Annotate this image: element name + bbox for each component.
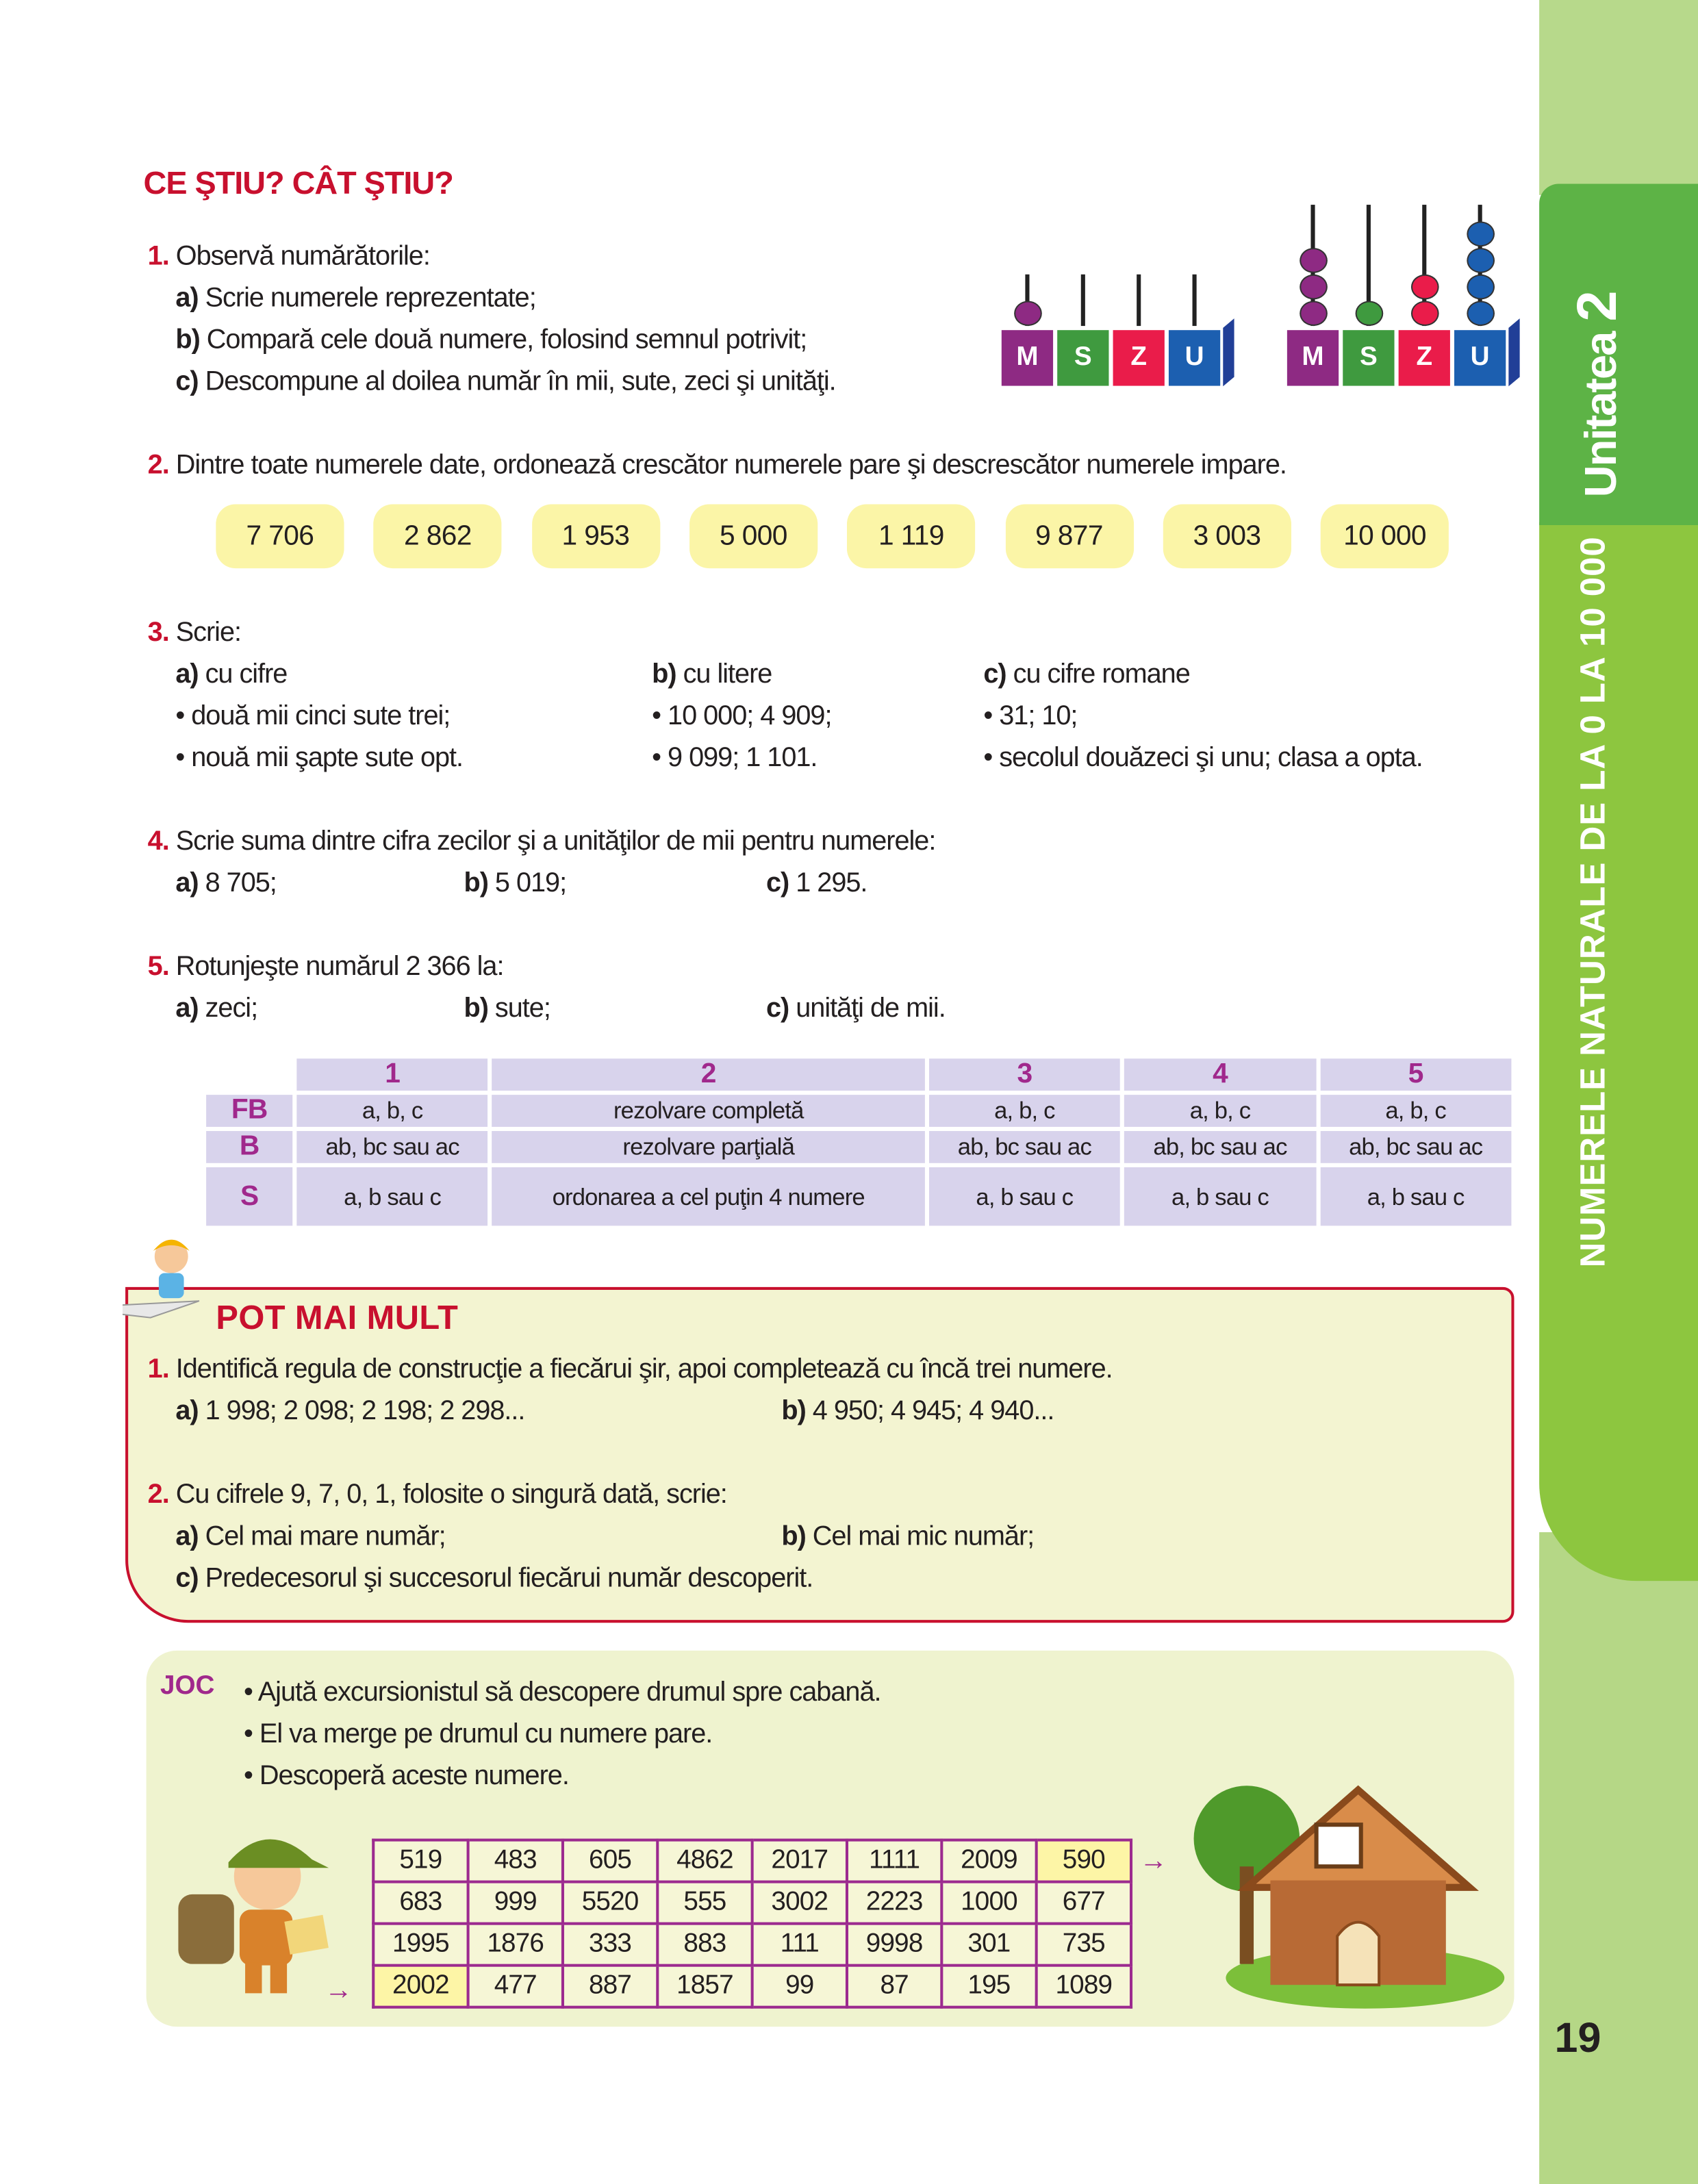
grading-cell: a, b sau c [296, 1167, 488, 1226]
grid-cell[interactable]: 1000 [941, 1882, 1036, 1924]
abacus-1 [999, 198, 1230, 393]
joc-instruction-3: • Descoperă aceste numere. [244, 1760, 569, 1792]
grid-cell[interactable]: 99 [752, 1966, 847, 2007]
side-band [1539, 0, 1698, 195]
end-arrow-icon: → [1139, 1845, 1167, 1877]
abacus-side [1223, 318, 1234, 386]
grid-cell[interactable]: 999 [468, 1882, 563, 1924]
blank-cell [206, 1058, 292, 1091]
pot-q2-b: b) Cel mai mic număr; [781, 1521, 1035, 1552]
grid-row [373, 1924, 1131, 1966]
abacus-label-U: U [1169, 330, 1220, 385]
grading-header: 2 [492, 1058, 925, 1091]
grid-cell[interactable]: 1089 [1037, 1966, 1131, 2007]
grid-cell[interactable]: 301 [941, 1924, 1036, 1966]
number-pill: 2 862 [374, 504, 502, 568]
grid-cell[interactable]: 4862 [657, 1840, 752, 1882]
grading-cell: a, b, c [1320, 1095, 1512, 1127]
grading-cell: ab, bc sau ac [929, 1131, 1121, 1163]
abacus-2 [1284, 198, 1516, 393]
grid-cell[interactable]: 1995 [373, 1924, 468, 1966]
cabin-illustration [1184, 1783, 1511, 2027]
grading-cell: a, b sau c [1320, 1167, 1512, 1226]
grading-cell: a, b sau c [1124, 1167, 1316, 1226]
grading-cell: rezolvare parţială [492, 1131, 925, 1163]
grading-header: 4 [1124, 1058, 1316, 1091]
abacus-label-M: M [1002, 330, 1053, 385]
abacus-label-Z: Z [1113, 330, 1165, 385]
grid-cell[interactable]: 2017 [752, 1840, 847, 1882]
q1-a: a) Scrie numerele reprezentate; [175, 283, 536, 314]
question-3: 3. Scrie: [147, 617, 242, 648]
number-pill: 1 119 [847, 504, 975, 568]
q1-b: b) Compară cele două numere, folosind semnul potrivit; [175, 325, 807, 355]
grid-row [373, 1966, 1131, 2007]
grid-cell[interactable]: 3002 [752, 1882, 847, 1924]
abacus-label-U: U [1454, 330, 1506, 385]
grading-cell: a, b sau c [929, 1167, 1121, 1226]
grid-row [373, 1840, 1131, 1882]
abacus-bead [1467, 221, 1495, 246]
q4-a: a) 8 705; [175, 867, 277, 899]
grading-header-row [206, 1058, 1511, 1091]
abacus-rod [1193, 275, 1197, 326]
number-pill: 7 706 [216, 504, 344, 568]
q4-c: c) 1 295. [765, 867, 867, 899]
unit-number: 2 [1567, 292, 1629, 322]
number-pill: 3 003 [1163, 504, 1291, 568]
pot-question-1: 1. Identifică regula de construcţie a fiecărui şir, apoi completează cu încă trei numere. [147, 1354, 1113, 1385]
abacus-label-S: S [1343, 330, 1394, 385]
unit-title [1567, 292, 1630, 497]
abacus-bead [1300, 248, 1328, 273]
grading-cell: a, b, c [296, 1095, 488, 1127]
q5-b: b) sute; [464, 993, 550, 1024]
grid-cell[interactable]: 2223 [847, 1882, 941, 1924]
grid-cell[interactable]: 2009 [941, 1840, 1036, 1882]
abacus-rod [1137, 275, 1141, 326]
grading-header: 1 [296, 1058, 488, 1091]
grid-cell[interactable]: 605 [563, 1840, 657, 1882]
q-number: 1. [147, 240, 169, 272]
pot-q2-c: c) Predecesorul şi succesorul fiecărui număr descoperit. [175, 1562, 813, 1594]
grading-cell: a, b, c [1124, 1095, 1316, 1127]
q1-c: c) Descompune al doilea număr în mii, sute, zeci şi unităţi. [175, 366, 836, 397]
number-pill: 10 000 [1321, 504, 1449, 568]
abacus-rod [1081, 275, 1085, 326]
hiker-illustration [167, 1818, 334, 2006]
number-path-grid [372, 1839, 1132, 2009]
abacus-bead [1300, 301, 1328, 326]
abacus-label-Z: Z [1399, 330, 1450, 385]
abacus-bead [1467, 275, 1495, 300]
grid-cell[interactable]: 1876 [468, 1924, 563, 1966]
chapter-title: NUMERELE NATURALE DE LA 0 LA 10 000 [1573, 536, 1613, 1268]
grid-cell[interactable]: 2002 [373, 1966, 468, 2007]
q3-col-c: c) cu cifre romane • 31; 10; • secolul douăzeci şi unu; clasa a opta. [983, 659, 1423, 774]
grid-cell[interactable]: 519 [373, 1840, 468, 1882]
grid-cell[interactable]: 195 [941, 1966, 1036, 2007]
q3-col-a: a) cu cifre • două mii cinci sute trei; • nouă mii şapte sute opt. [175, 659, 464, 774]
pot-q1-a: a) 1 998; 2 098; 2 198; 2 298... [175, 1395, 525, 1427]
grading-cell: ab, bc sau ac [1124, 1131, 1316, 1163]
grade-level: FB [206, 1095, 292, 1127]
pot-title: POT MAI MULT [216, 1299, 459, 1338]
question-5: 5. Rotunjeşte numărul 2 366 la: [147, 951, 504, 982]
grading-row [206, 1167, 1511, 1226]
grid-row [373, 1882, 1131, 1924]
grading-cell: ab, bc sau ac [296, 1131, 488, 1163]
grading-row [206, 1095, 1511, 1127]
grid-cell[interactable]: 590 [1037, 1840, 1131, 1882]
question-2: 2. Dintre toate numerele date, ordonează crescător numerele pare şi descrescător numerele impare. [147, 450, 1287, 481]
question-4: 4. Scrie suma dintre cifra zecilor şi a unităţilor de mii pentru numerele: [147, 826, 936, 857]
abacus-label-M: M [1287, 330, 1339, 385]
grid-cell[interactable]: 5520 [563, 1882, 657, 1924]
q3-col-b: b) cu litere • 10 000; 4 909; • 9 099; 1 101. [652, 659, 832, 774]
section-title: CE ŞTIU? CÂT ŞTIU? [143, 164, 453, 201]
grading-header: 5 [1320, 1058, 1512, 1091]
grid-cell[interactable]: 9998 [847, 1924, 941, 1966]
grid-cell[interactable]: 683 [373, 1882, 468, 1924]
abacus-bead [1467, 301, 1495, 326]
girl-on-plane-illustration [123, 1231, 201, 1323]
chapter-band [1539, 522, 1698, 1581]
grid-cell[interactable]: 677 [1037, 1882, 1131, 1924]
grid-cell[interactable]: 477 [468, 1966, 563, 2007]
grid-cell[interactable]: 735 [1037, 1924, 1131, 1966]
grading-cell: rezolvare completă [492, 1095, 925, 1127]
number-pill: 9 877 [1005, 504, 1133, 568]
q-text: Observă numărătorile: [175, 240, 430, 272]
q5-a: a) zeci; [175, 993, 258, 1024]
grading-header: 3 [929, 1058, 1121, 1091]
abacus-side [1508, 318, 1519, 386]
grid-cell[interactable]: 883 [657, 1924, 752, 1966]
grid-cell[interactable]: 87 [847, 1966, 941, 2007]
joc-instruction-1: • Ajută excursionistul să descopere drumul spre cabană. [244, 1677, 881, 1708]
grid-cell[interactable]: 333 [563, 1924, 657, 1966]
grading-cell: ordonarea a cel puţin 4 numere [492, 1167, 925, 1226]
pot-q1-b: b) 4 950; 4 945; 4 940... [781, 1395, 1054, 1427]
grid-cell[interactable]: 555 [657, 1882, 752, 1924]
grading-cell: a, b, c [929, 1095, 1121, 1127]
number-pill: 5 000 [689, 504, 818, 568]
grade-level: S [206, 1167, 292, 1226]
pot-q2-a: a) Cel mai mare număr; [175, 1521, 446, 1552]
number-pill: 1 953 [531, 504, 659, 568]
grading-table [202, 1054, 1516, 1230]
abacus-bead [1356, 301, 1384, 326]
grading-row [206, 1131, 1511, 1163]
abacus-bead [1300, 275, 1328, 300]
unit-label: Unitatea [1575, 332, 1626, 498]
grade-level: B [206, 1131, 292, 1163]
grid-cell[interactable]: 1857 [657, 1966, 752, 2007]
abacus-bead [1467, 248, 1495, 273]
joc-instruction-2: • El va merge pe drumul cu numere pare. [244, 1718, 713, 1750]
pot-question-2: 2. Cu cifrele 9, 7, 0, 1, folosite o singură dată, scrie: [147, 1479, 727, 1510]
unit-tab [1539, 184, 1698, 525]
page-number: 19 [1554, 2015, 1601, 2062]
grading-cell: ab, bc sau ac [1320, 1131, 1512, 1163]
abacus-bead [1014, 301, 1042, 326]
grid-cell[interactable]: 111 [752, 1924, 847, 1966]
question-1 [148, 236, 430, 277]
joc-label: JOC [160, 1671, 215, 1701]
q4-b: b) 5 019; [464, 867, 567, 899]
start-arrow-icon: → [325, 1975, 353, 2006]
side-band-lower [1539, 1560, 1698, 2184]
grid-cell[interactable]: 1111 [847, 1840, 941, 1882]
q5-c: c) unităţi de mii. [765, 993, 946, 1024]
grid-cell[interactable]: 483 [468, 1840, 563, 1882]
abacus-bead [1411, 275, 1439, 300]
abacus-bead [1411, 301, 1439, 326]
abacus-label-S: S [1057, 330, 1108, 385]
grid-cell[interactable]: 887 [563, 1966, 657, 2007]
